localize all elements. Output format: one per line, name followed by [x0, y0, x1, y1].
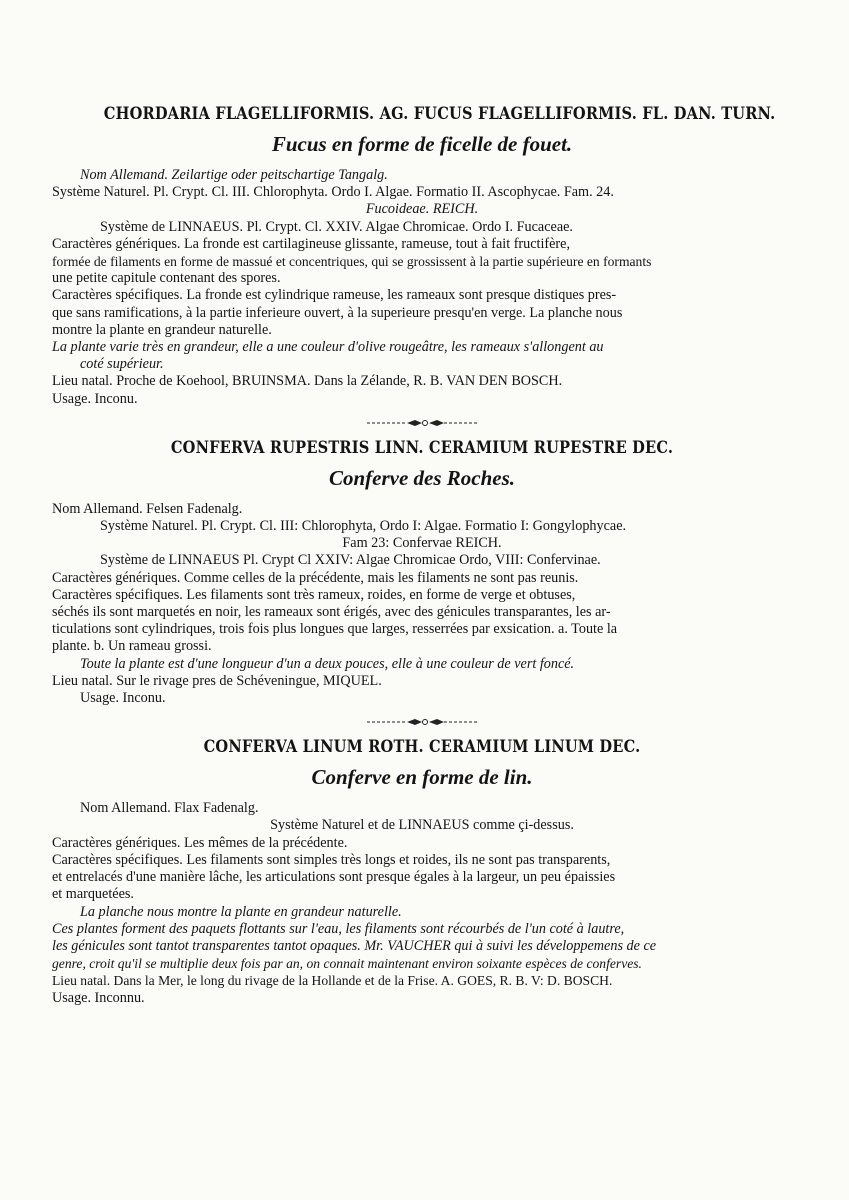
natural-system-line: Système Naturel. Pl. Crypt. Cl. III: Chlorophyta, Ordo I: Algae. Formatio I: Gongylophycae.: [100, 518, 627, 535]
usage-line: Usage. Inconu.: [80, 690, 166, 707]
usage-line: Usage. Inconnu.: [52, 989, 145, 1006]
generic-characters-line: Caractères génériques. La fronde est cartilagineuse glissante, rameuse, tout à fait fructifère,: [52, 235, 571, 252]
entry-subtitle: Conferve en forme de lin.: [311, 765, 533, 790]
entry-heading: CHORDARIA FLAGELLIFORMIS. AG. FUCUS FLAGELLIFORMIS. FL. DAN. TURN.: [103, 104, 776, 124]
entry-subtitle: Conferve des Roches.: [328, 465, 516, 490]
note-line: genre, croit qu'il se multiplie deux fois par an, on connait maintenant environ soixante espèces de conferves.: [52, 956, 642, 972]
generic-characters-line: formée de filaments en forme de massué et concentriques, qui se grossissent à la partie supérieure en formants: [52, 254, 652, 270]
specific-characters-line: séchés ils sont marquetés en noir, les rameaux sont érigés, avec des génicules transparantes, les ar-: [52, 604, 611, 621]
note-line: Ces plantes forment des paquets flottants sur l'eau, les filaments sont récourbés de l'un coté à lautre,: [52, 920, 625, 937]
entry-heading: CONFERVA LINUM ROTH. CERAMIUM LINUM DEC.: [203, 737, 641, 758]
entry-conferva-rupestris: [52, 438, 792, 707]
specific-characters-line: plante. b. Un rameau grossi.: [52, 638, 212, 655]
entry-heading: CONFERVA RUPESTRIS LINN. CERAMIUM RUPESTRE DEC.: [170, 437, 674, 458]
generic-characters-line: une petite capitule contenant des spores.: [52, 270, 281, 287]
ornament-divider: [52, 715, 792, 725]
natural-system-line: Système Naturel. Pl. Crypt. Cl. III. Chlorophyta. Ordo I. Algae. Formatio II. Ascophycae. Fam. 24.: [52, 184, 614, 201]
specific-characters-line: et entrelacés d'une manière lâche, les articulations sont presque égales à la largeur, un peu épaissies: [52, 869, 616, 886]
specific-characters-line: que sans ramifications, à la partie inferieure ouvert, à la superieure presqu'en verge. La planche nous: [52, 304, 623, 321]
page: [52, 104, 792, 1007]
specific-characters-line: ticulations sont cylindriques, trois fois plus longues que larges, resserrées par exsication. a. Toute la: [52, 621, 618, 638]
habitat-line: Lieu natal. Proche de Koehool, BRUINSMA. Dans la Zélande, R. B. VAN DEN BOSCH.: [52, 373, 563, 390]
habitat-line: Lieu natal. Sur le rivage pres de Schéveningue, MIQUEL.: [52, 672, 382, 689]
note-line: Toute la plante est d'une longueur d'un a deux pouces, elle à une couleur de vert foncé.: [80, 655, 575, 672]
family-line: Fucoideae. REICH.: [365, 201, 479, 218]
entry-subtitle: Fucus en forme de ficelle de fouet.: [271, 132, 573, 156]
family-line: Fam 23: Confervae REICH.: [342, 535, 502, 552]
note-line: La planche nous montre la plante en grandeur naturelle.: [80, 903, 402, 920]
generic-characters-line: Caractères génériques. Les mêmes de la précédente.: [52, 834, 348, 851]
habitat-line: Lieu natal. Dans la Mer, le long du rivage de la Hollande et de la Frise. A. GOES, R. B. V: D. BOSCH.: [52, 973, 613, 989]
note-line: les génicules sont tantot transparentes tantot opaques. Mr. VAUCHER qui à suivi les développemens de ce: [52, 937, 657, 954]
entry-conferva-linum: [52, 737, 792, 1006]
specific-characters-line: Caractères spécifiques. La fronde est cylindrique rameuse, les rameaux sont presque distiques pres-: [52, 287, 617, 304]
entry-chordaria: [52, 104, 792, 408]
specific-characters-line: montre la plante en grandeur naturelle.: [52, 321, 272, 338]
usage-line: Usage. Inconu.: [52, 390, 138, 407]
note-line: La plante varie très en grandeur, elle a une couleur d'olive rougeâtre, les rameaux s'allongent au: [52, 339, 604, 356]
common-name-line: Nom Allemand. Felsen Fadenalg.: [52, 500, 243, 517]
common-name-line: Nom Allemand. Zeilartige oder peitschartige Tangalg.: [80, 167, 388, 183]
specific-characters-line: Caractères spécifiques. Les filaments sont simples très longs et roides, ils ne sont pas transparents,: [52, 851, 611, 868]
ornament-divider: [52, 416, 792, 426]
linnaeus-line: Système de LINNAEUS Pl. Crypt Cl XXIV: Algae Chromicae Ordo, VIII: Confervinae.: [100, 552, 601, 569]
note-line: coté supérieur.: [80, 356, 164, 373]
common-name-line: Nom Allemand. Flax Fadenalg.: [80, 800, 259, 817]
linnaeus-line: Système de LINNAEUS. Pl. Crypt. Cl. XXIV. Algae Chromicae. Ordo I. Fucaceae.: [100, 218, 573, 235]
generic-characters-line: Caractères génériques. Comme celles de la précédente, mais les filaments ne sont pas reunis.: [52, 569, 579, 586]
specific-characters-line: et marquetées.: [52, 886, 134, 903]
natural-system-line: Système Naturel et de LINNAEUS comme çi-dessus.: [270, 817, 574, 834]
specific-characters-line: Caractères spécifiques. Les filaments sont très rameux, roides, en forme de verge et obtuses,: [52, 586, 576, 603]
